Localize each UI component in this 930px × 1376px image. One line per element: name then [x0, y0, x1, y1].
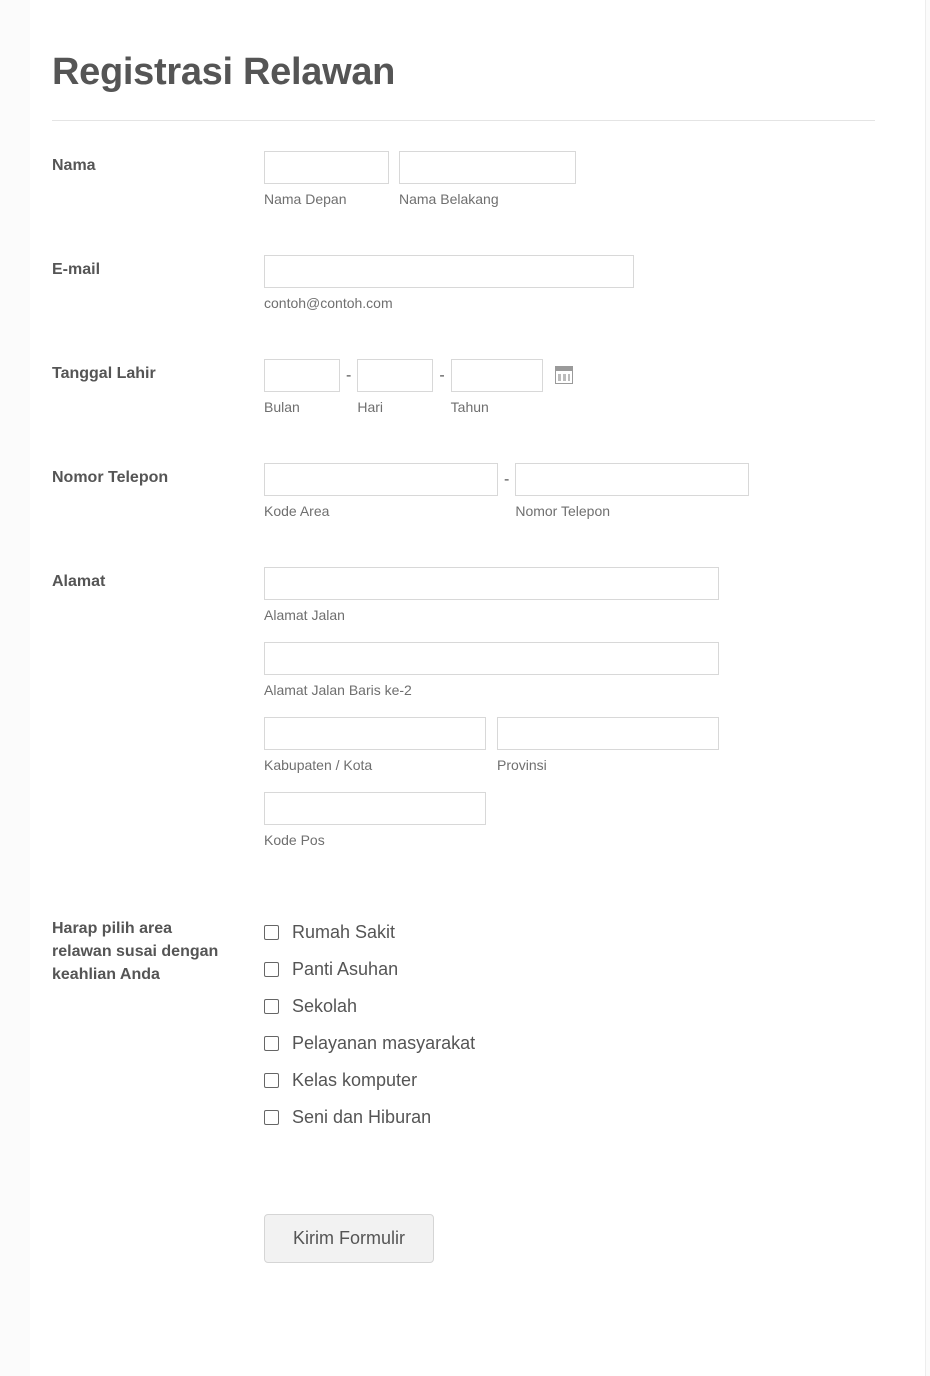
calendar-icon[interactable]	[555, 366, 573, 384]
nama-belakang-group	[399, 151, 576, 208]
title-divider	[52, 120, 875, 121]
nama-depan-group	[264, 151, 389, 208]
alamat-jalan-2-sublabel: Alamat Jalan Baris ke-2	[264, 681, 412, 698]
checkbox-label-sekolah: Sekolah	[292, 996, 358, 1017]
checkbox-label-rumah-sakit: Rumah Sakit	[292, 922, 396, 943]
kode-pos-group	[264, 792, 897, 849]
checkbox-sekolah[interactable]	[264, 999, 279, 1014]
field-control-nomor-telepon	[264, 463, 897, 520]
alamat-jalan-2-input[interactable]	[264, 642, 719, 675]
field-label-alamat: Alamat	[52, 572, 106, 590]
nama-belakang-input[interactable]	[399, 151, 576, 184]
checkbox-row-panti-asuhan[interactable]	[264, 951, 897, 988]
tahun-sublabel: Tahun	[450, 398, 489, 415]
checkbox-list	[264, 914, 897, 1136]
kode-pos-input[interactable]	[264, 792, 486, 825]
bulan-input[interactable]	[264, 359, 340, 392]
phone-separator: -	[504, 470, 510, 488]
form-container	[52, 0, 897, 1263]
checkbox-label-seni-dan-hiburan: Seni dan Hiburan	[292, 1107, 432, 1128]
provinsi-group	[497, 717, 719, 774]
field-label-area-relawan: Harap pilih area relawan susai dengan keahlian Anda	[52, 919, 219, 983]
field-control-tanggal-lahir	[264, 359, 897, 416]
checkbox-row-rumah-sakit[interactable]	[264, 914, 897, 951]
kode-area-group	[264, 463, 498, 520]
alamat-jalan-sublabel: Alamat Jalan	[264, 606, 345, 623]
field-nama	[52, 151, 897, 208]
checkbox-row-seni-dan-hiburan[interactable]	[264, 1099, 897, 1136]
nama-belakang-sublabel: Nama Belakang	[399, 190, 499, 207]
nomor-telepon-sublabel: Nomor Telepon	[515, 502, 611, 519]
field-control-nama	[264, 151, 897, 208]
nomor-telepon-group	[515, 463, 749, 520]
hari-sublabel: Hari	[357, 398, 383, 415]
checkbox-row-kelas-komputer[interactable]	[264, 1062, 897, 1099]
alamat-jalan-2-group	[264, 642, 897, 699]
checkbox-rumah-sakit[interactable]	[264, 925, 279, 940]
form-page	[30, 0, 926, 1376]
hari-input[interactable]	[357, 359, 433, 392]
page-title: Registrasi Relawan	[52, 51, 396, 93]
kabupaten-kota-sublabel: Kabupaten / Kota	[264, 756, 373, 773]
checkbox-row-pelayanan-masyarakat[interactable]	[264, 1025, 897, 1062]
date-separator-2: -	[439, 366, 445, 384]
submit-button[interactable]: Kirim Formulir	[264, 1214, 434, 1263]
checkbox-label-pelayanan-masyarakat: Pelayanan masyarakat	[292, 1033, 476, 1054]
email-sublabel: contoh@contoh.com	[264, 294, 393, 311]
field-label-tanggal-lahir: Tanggal Lahir	[52, 364, 156, 382]
tahun-input[interactable]	[451, 359, 543, 392]
kode-area-sublabel: Kode Area	[264, 502, 330, 519]
nama-depan-sublabel: Nama Depan	[264, 190, 347, 207]
checkbox-panti-asuhan[interactable]	[264, 962, 279, 977]
field-label-email: E-mail	[52, 260, 101, 278]
alamat-jalan-input[interactable]	[264, 567, 719, 600]
submit-spacer	[52, 1214, 264, 1217]
field-alamat	[52, 567, 897, 849]
hari-group	[357, 359, 433, 416]
email-input[interactable]	[264, 255, 634, 288]
tahun-group	[451, 359, 543, 416]
provinsi-sublabel: Provinsi	[497, 756, 547, 773]
checkbox-label-kelas-komputer: Kelas komputer	[292, 1070, 418, 1091]
checkbox-pelayanan-masyarakat[interactable]	[264, 1036, 279, 1051]
provinsi-input[interactable]	[497, 717, 719, 750]
field-email	[52, 255, 897, 312]
field-tanggal-lahir	[52, 359, 897, 416]
checkbox-seni-dan-hiburan[interactable]	[264, 1110, 279, 1125]
field-control-email	[264, 255, 897, 312]
kabupaten-kota-group	[264, 717, 486, 774]
nama-depan-input[interactable]	[264, 151, 389, 184]
email-group	[264, 255, 897, 312]
nomor-telepon-input[interactable]	[515, 463, 749, 496]
field-label-nama: Nama	[52, 156, 96, 174]
field-area-relawan	[52, 914, 897, 1136]
checkbox-kelas-komputer[interactable]	[264, 1073, 279, 1088]
alamat-jalan-group	[264, 567, 897, 624]
checkbox-row-sekolah[interactable]	[264, 988, 897, 1025]
submit-control	[264, 1214, 897, 1263]
bulan-sublabel: Bulan	[264, 398, 300, 415]
kode-area-input[interactable]	[264, 463, 498, 496]
field-nomor-telepon	[52, 463, 897, 520]
field-control-alamat	[264, 567, 897, 849]
kabupaten-kota-input[interactable]	[264, 717, 486, 750]
submit-row	[52, 1214, 897, 1263]
bulan-group	[264, 359, 340, 416]
field-label-nomor-telepon: Nomor Telepon	[52, 468, 169, 486]
kode-pos-sublabel: Kode Pos	[264, 831, 325, 848]
checkbox-label-panti-asuhan: Panti Asuhan	[292, 959, 399, 980]
date-separator-1: -	[346, 366, 352, 384]
